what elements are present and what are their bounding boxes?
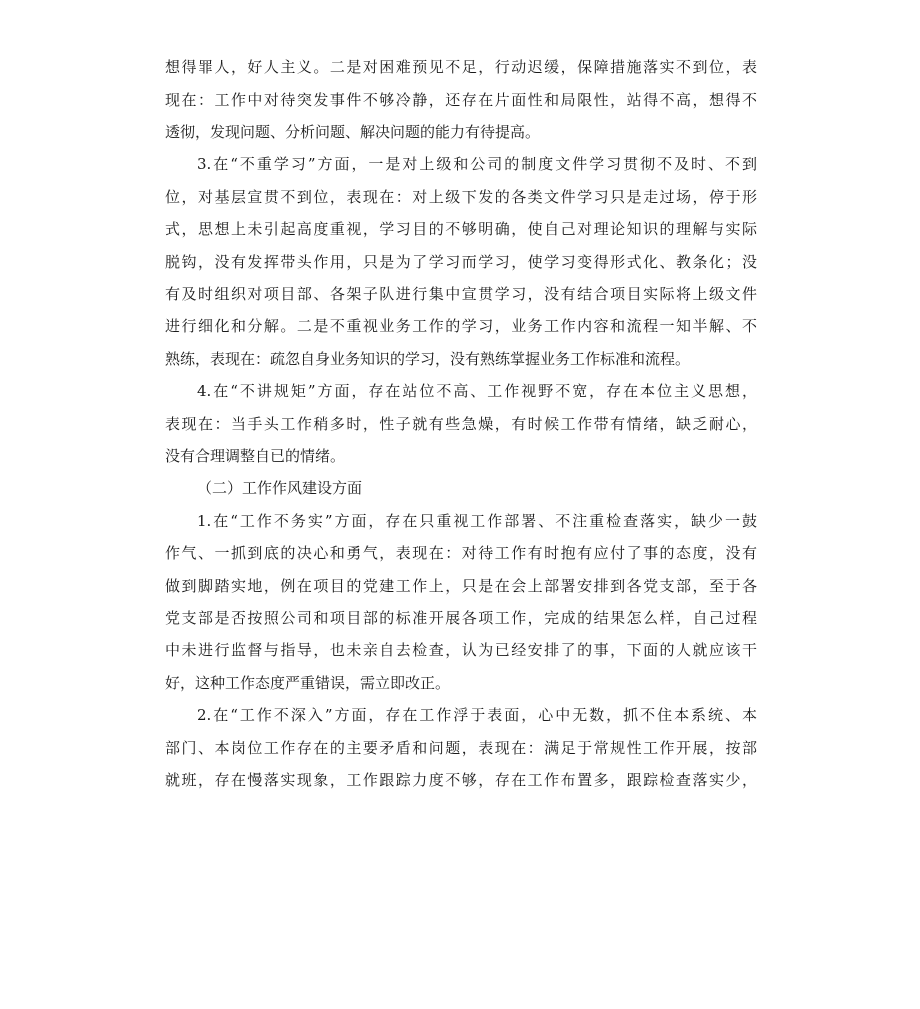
text-line: 有及时组织对项目部、各架子队进行集中宣贯学习，没有结合项目实际将上级文件 (165, 285, 757, 303)
text-line: 部门、本岗位工作存在的主要矛盾和问题，表现在：满足于常规性工作开展，按部 (165, 739, 757, 757)
text-line: 作气、一抓到底的决心和勇气，表现在：对待工作有时抱有应付了事的态度，没有 (165, 544, 757, 562)
text-line: 熟练，表现在：疏忽自身业务知识的学习，没有熟练掌握业务工作标准和流程。 (165, 350, 691, 368)
paragraph-first-line: 4.在“不讲规矩”方面，存在站位不高、工作视野不宽，存在本位主义思想， (197, 382, 757, 400)
text-line: 没有合理调整自已的情绪。 (165, 447, 346, 465)
paragraph-first-line: 1.在“工作不务实”方面，存在只重视工作部署、不注重检查落实，缺少一鼓 (197, 512, 757, 530)
text-line: 现在：工作中对待突发事件不够冷静，还存在片面性和局限性，站得不高，想得不 (165, 91, 757, 109)
text-line: 就班，存在慢落实现象，工作跟踪力度不够，存在工作布置多，跟踪检查落实少， (165, 771, 757, 789)
text-line: 好，这种工作态度严重错误，需立即改正。 (165, 674, 451, 692)
text-line: 想得罪人，好人主义。二是对困难预见不足，行动迟缓，保障措施落实不到位，表 (165, 58, 757, 76)
text-line: 进行细化和分解。二是不重视业务工作的学习，业务工作内容和流程一知半解、不 (165, 317, 757, 335)
text-line: 中未进行监督与指导，也未亲自去检查，认为已经安排了的事，下面的人就应该干 (165, 641, 757, 659)
text-line: 做到脚踏实地，例在项目的党建工作上，只是在会上部署安排到各党支部，至于各 (165, 577, 757, 595)
text-line: 位，对基层宣贯不到位，表现在：对上级下发的各类文件学习只是走过场，停于形 (165, 188, 757, 206)
text-line: 党支部是否按照公司和项目部的标准开展各项工作，完成的结果怎么样，自己过程 (165, 609, 757, 627)
paragraph-first-line: 3.在“不重学习”方面，一是对上级和公司的制度文件学习贯彻不及时、不到 (197, 155, 757, 173)
text-line: 表现在：当手头工作稍多时，性子就有些急燥，有时候工作带有情绪，缺乏耐心， (165, 415, 757, 433)
text-line: 透彻，发现问题、分析问题、解决问题的能力有待提高。 (165, 123, 541, 141)
text-line: 脱钩，没有发挥带头作用，只是为了学习而学习，使学习变得形式化、教条化；没 (165, 253, 757, 271)
paragraph-first-line: 2.在“工作不深入”方面，存在工作浮于表面，心中无数，抓不住本系统、本 (197, 706, 757, 724)
section-heading: （二）工作作风建设方面 (197, 479, 363, 497)
text-line: 式，思想上未引起高度重视，学习目的不够明确，使自己对理论知识的理解与实际 (165, 220, 757, 238)
